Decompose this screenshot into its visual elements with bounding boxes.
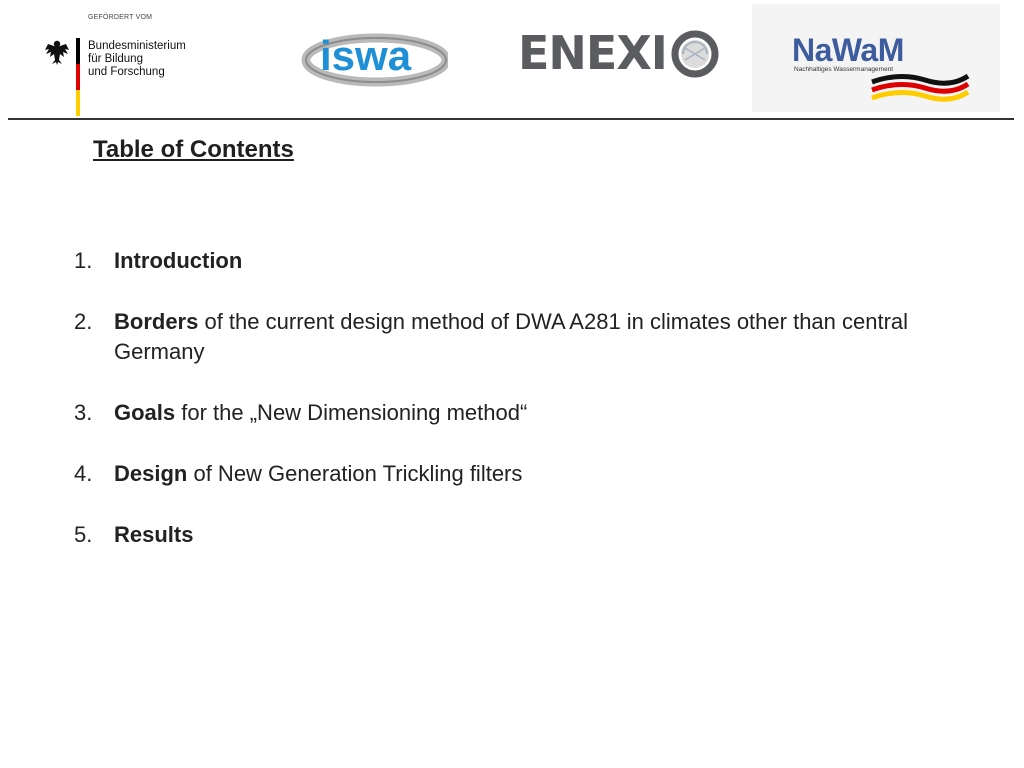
toc-item bbox=[74, 246, 914, 276]
toc-item-keyword: Introduction bbox=[114, 248, 243, 273]
federal-eagle-icon bbox=[44, 38, 70, 66]
flag-black-stripe bbox=[76, 38, 80, 64]
toc-item bbox=[74, 459, 914, 489]
toc-item-keyword: Borders bbox=[114, 309, 199, 334]
toc-item-text: of the current design method of DWA A281 in climates other than central Germany bbox=[114, 309, 909, 364]
toc-item-keyword: Design bbox=[114, 461, 188, 486]
toc-item-number: 3. bbox=[74, 400, 93, 425]
ministry-line: und Forschung bbox=[88, 66, 165, 78]
page-title: Table of Contents bbox=[93, 136, 294, 163]
toc-item-text: of New Generation Trickling filters bbox=[187, 461, 523, 486]
toc-item bbox=[74, 520, 914, 550]
ministry-line: Bundesministerium bbox=[88, 40, 186, 52]
nawam-logo bbox=[752, 4, 1000, 112]
enexio-wordmark: ENEXI bbox=[518, 26, 667, 80]
ministry-name bbox=[88, 40, 186, 79]
toc-item-text: for the „New Dimensioning method“ bbox=[175, 400, 528, 425]
toc-item-number: 4. bbox=[74, 461, 93, 486]
funded-by-label: GEFÖRDERT VOM bbox=[88, 14, 153, 21]
nawam-flag-wave-icon bbox=[870, 70, 970, 106]
toc-item-number: 5. bbox=[74, 522, 93, 547]
ministry-line: für Bildung bbox=[88, 53, 143, 65]
toc-list bbox=[74, 246, 914, 581]
toc-item-number: 1. bbox=[74, 248, 93, 273]
header-divider bbox=[8, 118, 1014, 120]
nawam-subtitle: Nachhaltiges Wassermanagement bbox=[794, 66, 894, 73]
nawam-wordmark: NaWaM bbox=[792, 32, 904, 68]
flag-gold-stripe bbox=[76, 90, 80, 116]
toc-item bbox=[74, 307, 914, 367]
enexio-o-ring-icon bbox=[671, 30, 719, 78]
toc-item-number: 2. bbox=[74, 309, 93, 334]
toc-item-keyword: Results bbox=[114, 522, 194, 547]
bmbf-logo bbox=[44, 10, 194, 110]
toc-item bbox=[74, 398, 914, 428]
german-flag-bar bbox=[76, 38, 80, 116]
flag-red-stripe bbox=[76, 64, 80, 90]
iswa-logo bbox=[298, 24, 448, 90]
toc-item-keyword: Goals bbox=[114, 400, 176, 425]
iswa-wordmark: iswa bbox=[320, 32, 412, 79]
enexio-logo bbox=[516, 26, 726, 82]
